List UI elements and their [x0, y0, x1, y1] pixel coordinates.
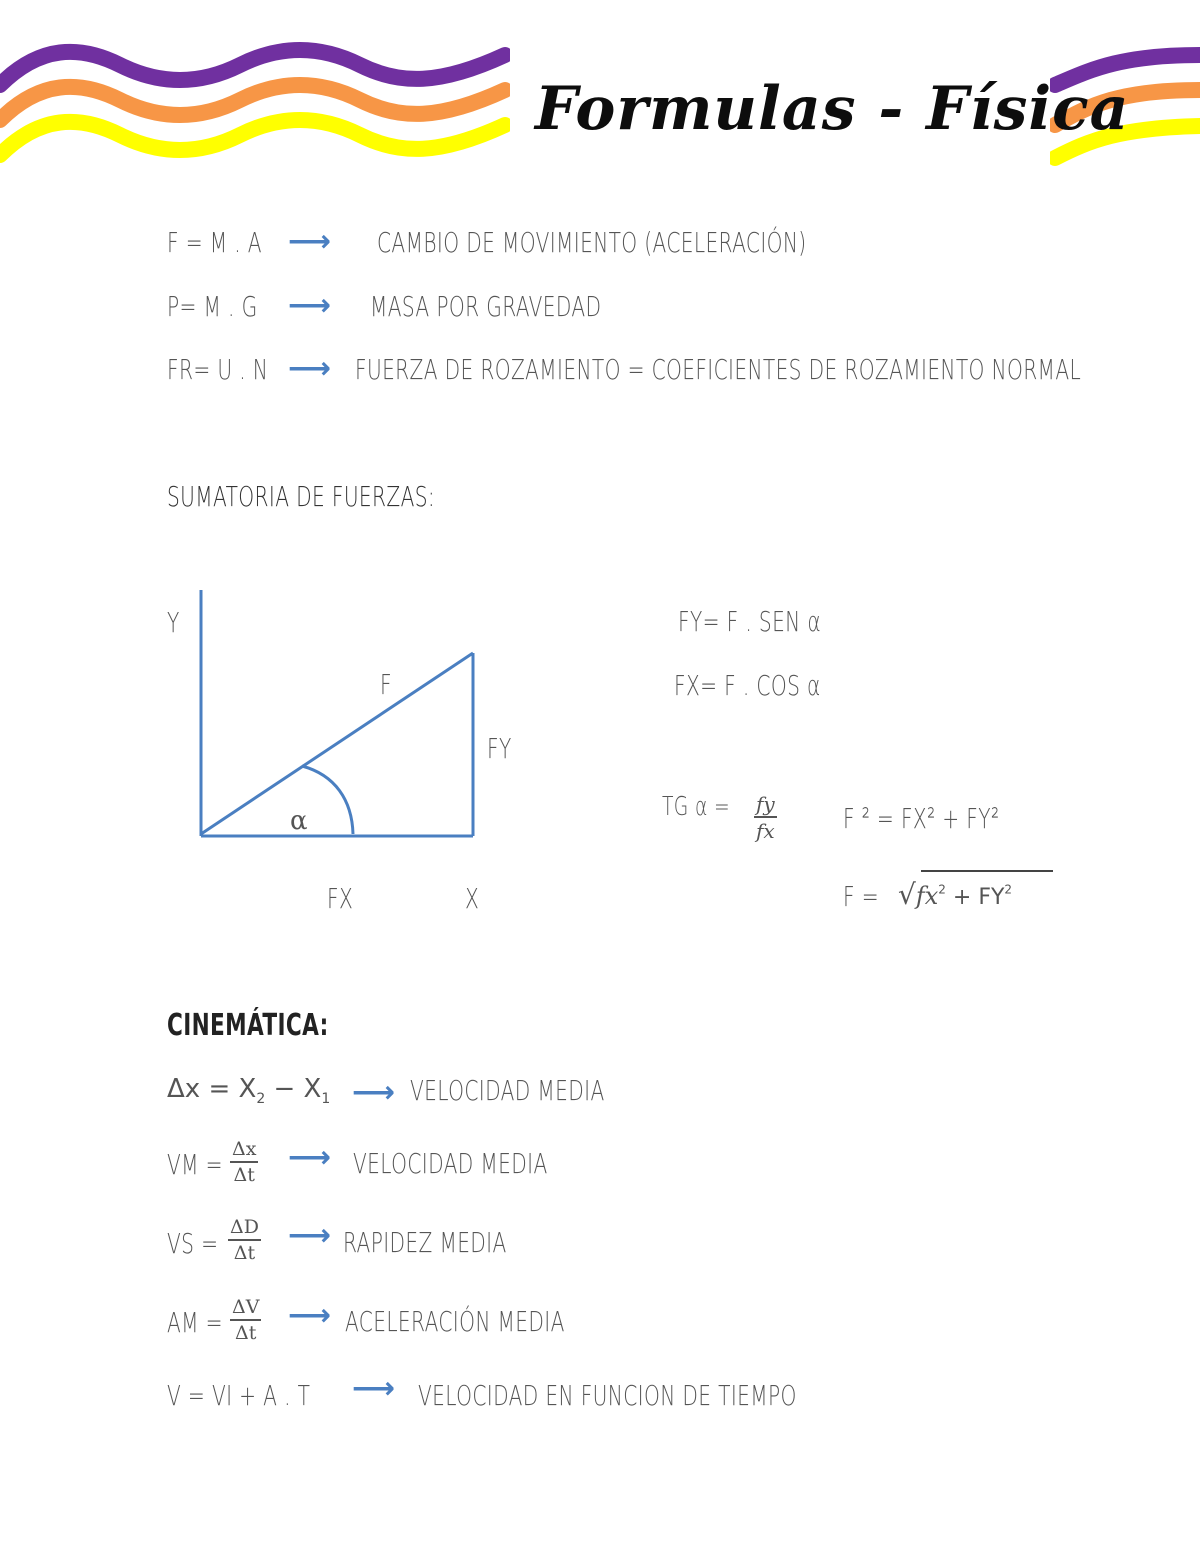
- formula-am-fraction: [230, 1298, 261, 1343]
- formula-vs-lhs: VS =: [167, 1227, 219, 1260]
- wave-decoration-left: [0, 40, 510, 170]
- force-diagram: [190, 585, 490, 845]
- section-heading-kinematics: CINEMÁTICA:: [167, 1008, 329, 1043]
- diagram-label-fx: FX: [327, 882, 354, 915]
- arrow-icon: ⟶: [288, 1218, 332, 1253]
- formula-vs-fraction: [228, 1218, 261, 1263]
- am-numerator: ΔV: [230, 1298, 261, 1321]
- sub-1: 1: [321, 1091, 331, 1108]
- force-vector-line: [201, 653, 473, 834]
- arrow-icon: ⟶: [352, 1371, 396, 1406]
- desc-displacement: VELOCIDAD MEDIA: [410, 1074, 605, 1107]
- formula-displacement: [167, 1074, 330, 1107]
- formula-newton: F = M . A: [167, 226, 262, 259]
- desc-am: ACELERACIÓN MEDIA: [345, 1305, 565, 1338]
- formula-magnitude: [843, 880, 893, 913]
- magnitude-root: [898, 878, 1012, 911]
- formula-fy: FY= F . SEN α: [678, 605, 822, 638]
- am-denominator: Δt: [235, 1322, 257, 1344]
- sqrt-vinculum: [921, 870, 1053, 872]
- diagram-label-fy: FY: [487, 732, 512, 765]
- radicand-sq2: 2: [1004, 882, 1013, 897]
- formula-vm-lhs: VM =: [167, 1148, 223, 1181]
- formula-am-lhs: AM =: [167, 1306, 223, 1339]
- formula-tangent: [662, 792, 756, 822]
- tangent-denominator: fx: [756, 819, 775, 843]
- desc-newton: CAMBIO DE MOVIMIENTO (ACELERACIÓN): [377, 226, 807, 259]
- sqrt-icon: √: [898, 878, 916, 911]
- displacement-lhs: Δx = X: [167, 1074, 257, 1104]
- vs-numerator: ΔD: [228, 1218, 261, 1241]
- vm-denominator: Δt: [233, 1164, 255, 1186]
- tangent-fraction: [754, 794, 777, 841]
- radicand-sq1: 2: [938, 882, 946, 897]
- arrow-icon: ⟶: [288, 288, 332, 323]
- radicand-fx: fx: [915, 882, 939, 910]
- formula-friction: FR= U . N: [167, 353, 269, 386]
- arrow-icon: ⟶: [352, 1075, 396, 1110]
- formula-weight: P= M . G: [167, 290, 258, 323]
- arrow-icon: ⟶: [288, 224, 332, 259]
- vs-denominator: Δt: [233, 1242, 256, 1264]
- desc-velocity-time: VELOCIDAD EN FUNCION DE TIEMPO: [418, 1379, 797, 1412]
- tangent-numerator: fy: [756, 792, 775, 816]
- desc-vs: RAPIDEZ MEDIA: [343, 1226, 507, 1259]
- sub-2: 2: [256, 1091, 266, 1108]
- diagram-label-f: F: [380, 668, 392, 701]
- formula-vm-fraction: [230, 1140, 258, 1185]
- radicand-fy: + FY: [945, 885, 1005, 910]
- displacement-mid: − X: [265, 1074, 322, 1104]
- desc-weight: MASA POR GRAVEDAD: [370, 290, 602, 323]
- vm-numerator: Δx: [230, 1140, 258, 1163]
- diagram-label-x: X: [465, 882, 480, 915]
- desc-friction: FUERZA DE ROZAMIENTO = COEFICIENTES DE ROZAMIENTO NORMAL: [355, 353, 1082, 386]
- arrow-icon: ⟶: [288, 1140, 332, 1175]
- page-title: Formulas - Física: [535, 74, 1130, 144]
- formula-fx: FX= F . COS α: [674, 669, 821, 702]
- magnitude-lhs: F =: [843, 880, 879, 913]
- diagram-label-alpha: α: [290, 806, 308, 836]
- formula-velocity-time: V = VI + A . T: [167, 1379, 311, 1412]
- section-heading-forces: SUMATORIA DE FUERZAS:: [167, 480, 436, 513]
- tangent-lhs: TG α =: [662, 792, 731, 822]
- desc-vm: VELOCIDAD MEDIA: [353, 1147, 548, 1180]
- arrow-icon: ⟶: [288, 1298, 332, 1333]
- diagram-label-y: Y: [167, 606, 180, 639]
- arrow-icon: ⟶: [288, 351, 332, 386]
- formula-pythagoras: F ² = FX² + FY²: [843, 802, 1000, 835]
- angle-arc: [302, 766, 353, 834]
